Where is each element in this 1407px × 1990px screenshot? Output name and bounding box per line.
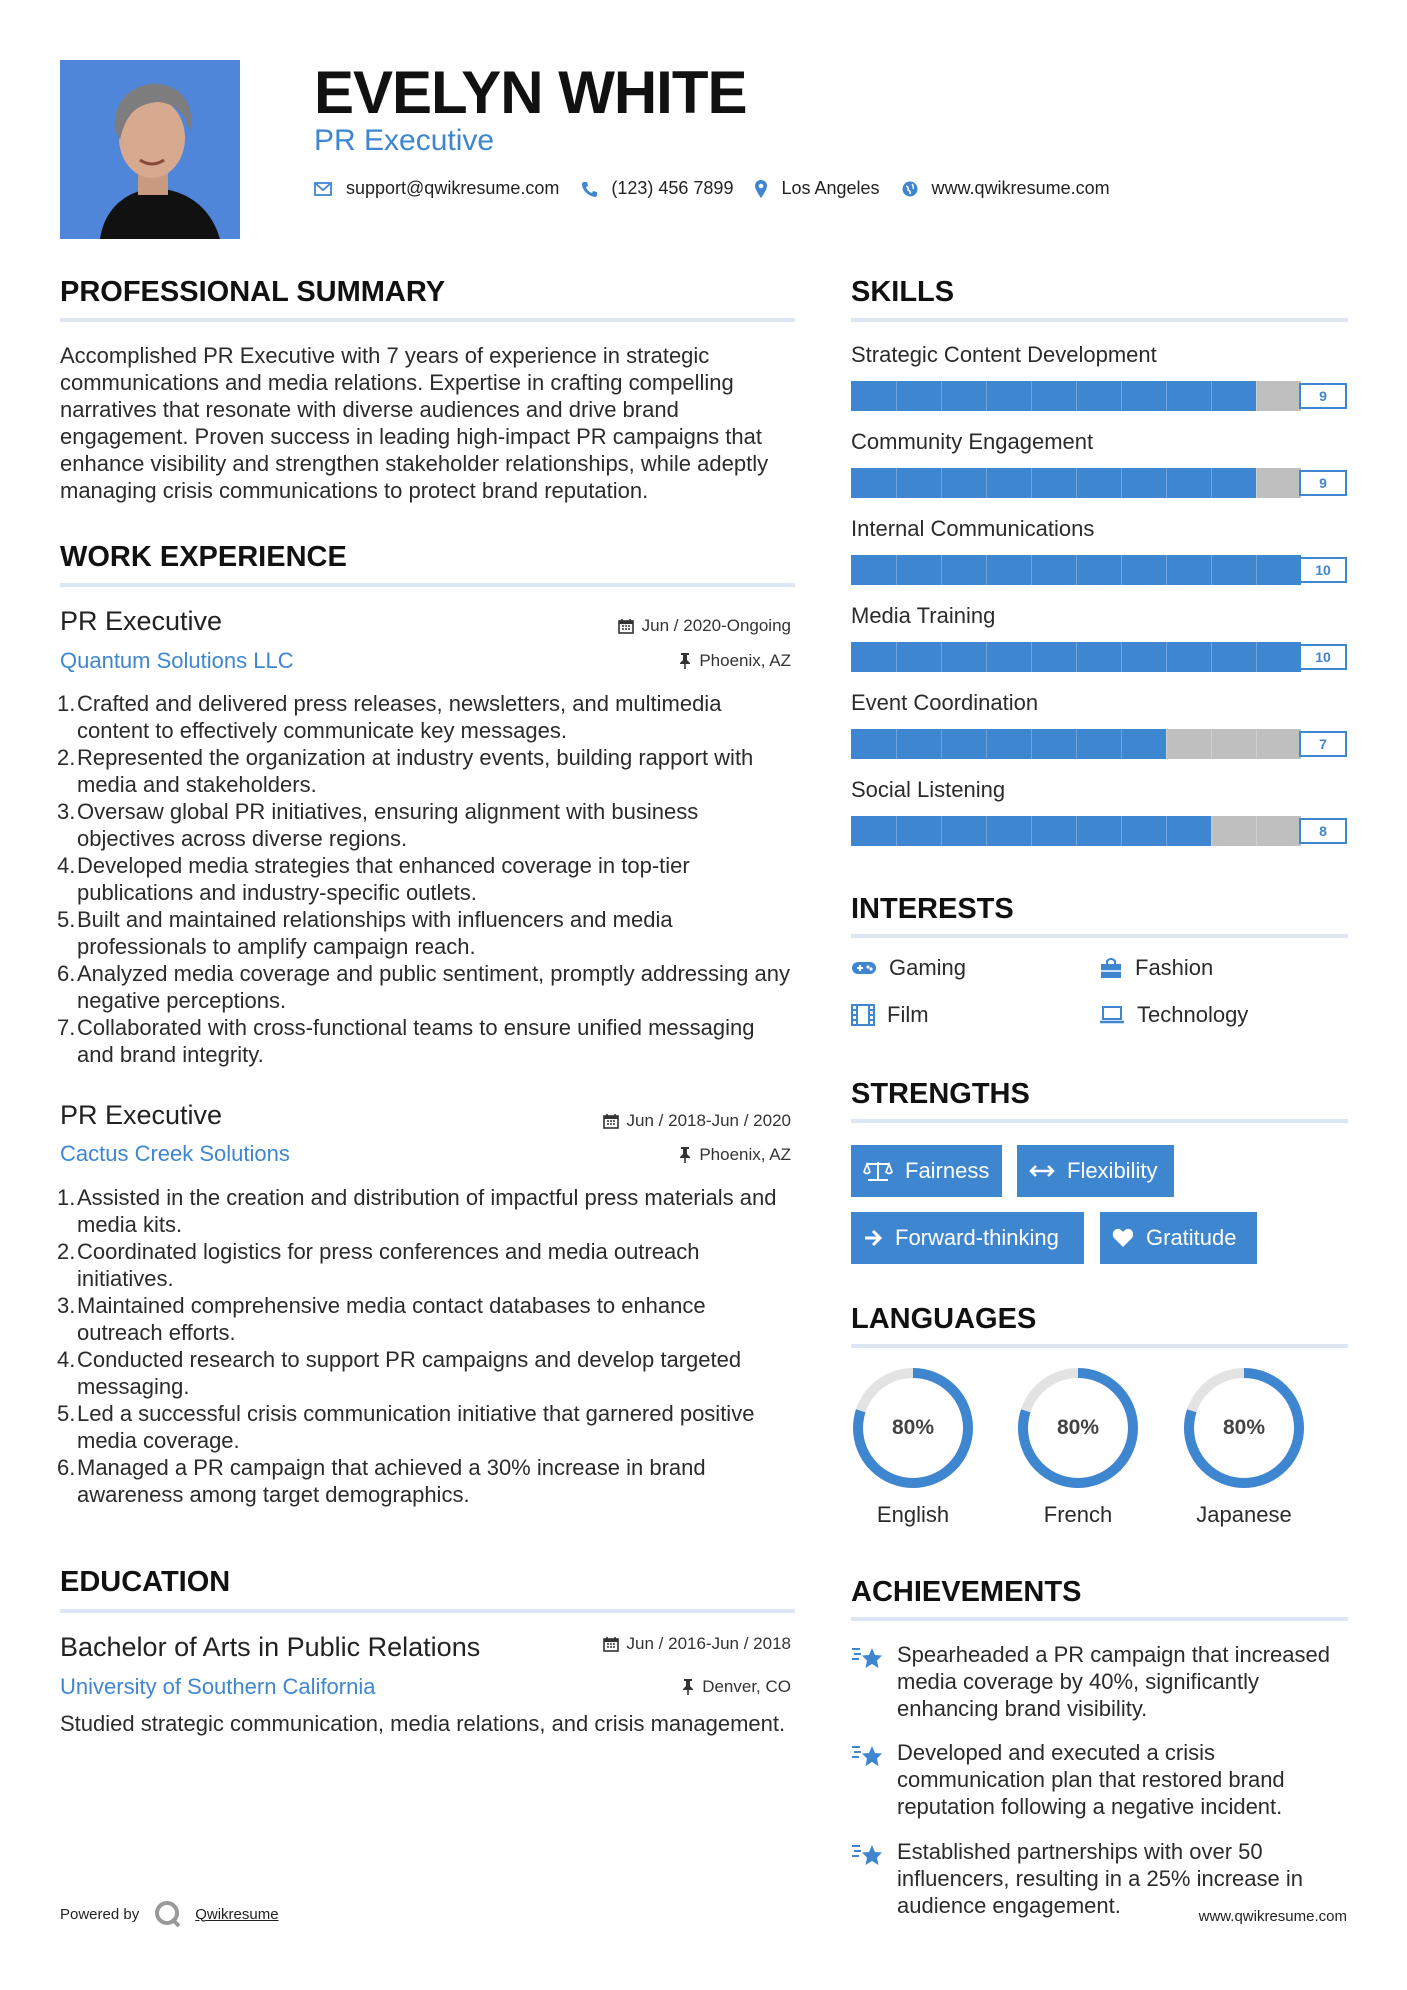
education-description: Studied strategic communication, media relations, and crisis management. (60, 1711, 786, 1736)
strength-tag-gratitude: Gratitude (1100, 1212, 1257, 1264)
phone-icon (581, 181, 597, 197)
arrows-horizontal-icon (1029, 1164, 1055, 1178)
language-name: English (876, 1502, 950, 1527)
footer-url[interactable]: www.qwikresume.com (1198, 1908, 1347, 1925)
skill-bar-segment (1211, 816, 1256, 846)
job-location (679, 651, 791, 671)
strength-tag-fairness: Fairness (851, 1145, 1002, 1197)
skill-name: Community Engagement (851, 429, 1094, 454)
skill-bar-segment (941, 381, 986, 411)
job-title: PR Executive (60, 1100, 223, 1130)
skill-bar-segment (896, 381, 941, 411)
job-dates (618, 616, 791, 636)
interests-divider (851, 934, 1348, 938)
qwikresume-link[interactable]: Qwikresume (195, 1905, 279, 1923)
job-company: Cactus Creek Solutions (60, 1141, 290, 1166)
skill-bar-segment (941, 555, 986, 585)
language-name: Japanese (1196, 1502, 1292, 1527)
job-location-text: Phoenix, AZ (699, 1145, 791, 1164)
pushpin-icon (679, 653, 691, 669)
skill-bar-segment (1121, 555, 1166, 585)
skill-bar-segment (1211, 555, 1256, 585)
contact-location (755, 178, 879, 199)
language-ring (1182, 1366, 1306, 1490)
experience-divider (60, 583, 795, 587)
skill-name: Event Coordination (851, 690, 1039, 715)
footer-powered-by: Powered by Qwikresume (60, 1900, 279, 1928)
interest-gaming: Gaming (851, 955, 966, 981)
skill-bar-segment (1256, 555, 1301, 585)
skill-bar (851, 642, 1348, 672)
language-percent: 80% (891, 1416, 935, 1439)
profile-photo (60, 60, 240, 239)
pushpin-icon (679, 1147, 691, 1163)
skill-bar-segment (1121, 816, 1166, 846)
skill-bar-segment (851, 468, 896, 498)
skill-bar-segment (1031, 555, 1076, 585)
language-name: French (1043, 1502, 1113, 1527)
job-title: PR Executive (60, 606, 223, 636)
envelope-icon (314, 182, 332, 196)
list-item: 7. Collaborated with cross-functional teams to ensure unified messaging and brand integrity. (57, 1015, 755, 1067)
job-responsibilities (57, 1184, 797, 1508)
list-item: 2. Represented the organization at industry events, building rapport with media and stakeholders. (57, 745, 754, 797)
skill-bar-segment (1076, 555, 1121, 585)
skill-bar-segment (986, 816, 1031, 846)
list-item: 3. Maintained comprehensive media contact databases to enhance outreach efforts. (57, 1293, 706, 1345)
skill-bar-segment (1031, 729, 1076, 759)
skill-name: Strategic Content Development (851, 342, 1157, 367)
qwikresume-logo-icon (153, 1900, 183, 1928)
summary-heading: PROFESSIONAL SUMMARY (60, 276, 446, 308)
skill-bar-segment (941, 642, 986, 672)
skill-name: Media Training (851, 603, 996, 628)
skill-bar (851, 468, 1348, 498)
contact-phone[interactable] (581, 178, 733, 199)
job-dates (603, 1111, 791, 1131)
skill-bar-segment (1076, 642, 1121, 672)
language-ring (851, 1366, 975, 1490)
language-ring (1016, 1366, 1140, 1490)
skill-score: 8 (1299, 818, 1347, 844)
skill-bar-segment (896, 555, 941, 585)
skills-divider (851, 318, 1348, 322)
skill-bar-segment (1121, 468, 1166, 498)
summary-text: Accomplished PR Executive with 7 years of experience in strategic communications and media relations. Expertise in crafting compelling narratives that resonate with diverse audiences and drive brand engagement. Proven success in leading high-impact PR campaigns that enhance visibility and strengthen stakeholder relationships, while adeptly managing crisis communications to protect brand reputation. (60, 343, 769, 503)
skill-bar (851, 816, 1348, 846)
skill-bar (851, 381, 1348, 411)
skill-bar-segment (1121, 729, 1166, 759)
education-dates (603, 1634, 791, 1654)
skills-heading: SKILLS (851, 276, 955, 308)
skill-bar-segment (986, 642, 1031, 672)
achievements-divider (851, 1617, 1348, 1621)
skill-bar-segment (896, 816, 941, 846)
skill-bar-segment (1211, 729, 1256, 759)
job-location-text: Phoenix, AZ (699, 651, 791, 670)
shooting-star-icon (851, 1643, 885, 1671)
calendar-icon (603, 1113, 619, 1129)
skill-bar-segment (1211, 381, 1256, 411)
languages-heading: LANGUAGES (851, 1303, 1037, 1335)
pushpin-icon (682, 1679, 694, 1695)
skill-bar-segment (1256, 468, 1301, 498)
shopping-bag-icon (1099, 957, 1123, 979)
education-divider (60, 1609, 795, 1613)
achievement-item: Spearheaded a PR campaign that increased media coverage by 40%, significantly enhancing brand visibility. (851, 1641, 1331, 1722)
summary-divider (60, 318, 795, 322)
skill-bar-segment (1076, 729, 1121, 759)
skill-bar-segment (1031, 468, 1076, 498)
contact-website[interactable] (902, 178, 1110, 199)
strength-tag-forward-thinking: Forward-thinking (851, 1212, 1084, 1264)
list-item: 4. Developed media strategies that enhanced coverage in top-tier publications and industry-specific outlets. (57, 853, 690, 905)
gamepad-icon (851, 960, 877, 976)
skill-bar-segment (986, 381, 1031, 411)
email-text: support@qwikresume.com (346, 178, 560, 198)
skill-bar-segment (1211, 468, 1256, 498)
interest-technology: Technology (1099, 1002, 1248, 1028)
portrait-image (60, 60, 240, 239)
skill-bar-segment (986, 729, 1031, 759)
skill-bar-segment (851, 729, 896, 759)
skill-bar (851, 555, 1348, 585)
list-item: 1. Crafted and delivered press releases, newsletters, and multimedia content to effectively communicate key messages. (57, 691, 722, 743)
skill-bar-segment (986, 555, 1031, 585)
shooting-star-icon (851, 1741, 885, 1769)
candidate-role: PR Executive (314, 124, 495, 157)
job-location (679, 1145, 791, 1165)
skill-score: 9 (1299, 383, 1347, 409)
languages-divider (851, 1344, 1348, 1348)
list-item: 1. Assisted in the creation and distribution of impactful press materials and media kits. (57, 1185, 777, 1237)
list-item: 6. Analyzed media coverage and public sentiment, promptly addressing any negative perceptions. (57, 961, 790, 1013)
strengths-divider (851, 1119, 1348, 1123)
skill-bar-segment (941, 729, 986, 759)
strengths-heading: STRENGTHS (851, 1078, 1030, 1110)
skill-bar-segment (1166, 468, 1211, 498)
interest-film: Film (851, 1002, 929, 1028)
language-percent: 80% (1222, 1416, 1266, 1439)
education-heading: EDUCATION (60, 1566, 231, 1598)
list-item: 4. Conducted research to support PR campaigns and develop targeted messaging. (57, 1347, 742, 1399)
job-responsibilities (57, 690, 797, 1068)
film-icon (851, 1004, 875, 1026)
calendar-icon (603, 1636, 619, 1652)
job-company: Quantum Solutions LLC (60, 648, 294, 673)
interest-fashion: Fashion (1099, 955, 1213, 981)
skill-bar-segment (896, 642, 941, 672)
job-dates-text: Jun / 2018-Jun / 2020 (626, 1111, 791, 1130)
skill-bar-segment (1121, 381, 1166, 411)
skill-bar-segment (1076, 381, 1121, 411)
achievement-item: Developed and executed a crisis communication plan that restored brand reputation following a negative incident. (851, 1739, 1331, 1820)
skill-bar-segment (1031, 642, 1076, 672)
school-name: University of Southern California (60, 1674, 376, 1699)
language-percent: 80% (1056, 1416, 1100, 1439)
skill-bar-segment (941, 816, 986, 846)
skill-bar-segment (941, 468, 986, 498)
list-item: 5. Led a successful crisis communication initiative that garnered positive media coverage. (57, 1401, 755, 1453)
balance-scale-icon (863, 1160, 893, 1182)
strength-tag-flexibility: Flexibility (1017, 1145, 1174, 1197)
list-item: 6. Managed a PR campaign that achieved a 30% increase in brand awareness among target demographics. (57, 1455, 706, 1507)
skill-name: Social Listening (851, 777, 1006, 802)
globe-icon (902, 181, 918, 197)
education-dates-text: Jun / 2016-Jun / 2018 (626, 1634, 791, 1653)
experience-heading: WORK EXPERIENCE (60, 541, 347, 573)
skill-bar-segment (1166, 816, 1211, 846)
list-item: 5. Built and maintained relationships with influencers and media professionals to amplify campaign reach. (57, 907, 673, 959)
skill-bar (851, 729, 1348, 759)
interests-heading: INTERESTS (851, 893, 1014, 925)
skill-bar-segment (896, 729, 941, 759)
skill-bar-segment (1076, 816, 1121, 846)
skill-score: 10 (1299, 557, 1347, 583)
list-item: 2. Coordinated logistics for press conferences and media outreach initiatives. (57, 1239, 700, 1291)
skill-score: 7 (1299, 731, 1347, 757)
skill-bar-segment (1166, 729, 1211, 759)
skill-bar-segment (1031, 381, 1076, 411)
candidate-name: EVELYN WHITE (314, 59, 747, 126)
skill-bar-segment (986, 468, 1031, 498)
location-text: Los Angeles (781, 178, 880, 198)
achievement-item: Established partnerships with over 50 influencers, resulting in a 25% increase in audience engagement. (851, 1838, 1331, 1919)
achievements-heading: ACHIEVEMENTS (851, 1576, 1082, 1608)
job-dates-text: Jun / 2020-Ongoing (641, 616, 791, 635)
phone-text: (123) 456 7899 (611, 178, 734, 198)
education-location (682, 1677, 791, 1697)
skill-bar-segment (1076, 468, 1121, 498)
skill-bar-segment (1256, 642, 1301, 672)
skill-score: 9 (1299, 470, 1347, 496)
skill-bar-segment (1166, 555, 1211, 585)
heart-icon (1112, 1228, 1134, 1248)
calendar-icon (618, 618, 634, 634)
website-text: www.qwikresume.com (931, 178, 1110, 198)
contact-bar (314, 178, 1132, 199)
skill-bar-segment (1121, 642, 1166, 672)
degree-title: Bachelor of Arts in Public Relations (60, 1632, 481, 1662)
skill-bar-segment (1256, 729, 1301, 759)
skill-score: 10 (1299, 644, 1347, 670)
arrow-right-icon (863, 1229, 883, 1247)
skill-name: Internal Communications (851, 516, 1095, 541)
contact-email[interactable] (314, 178, 559, 199)
skill-bar-segment (1256, 816, 1301, 846)
shooting-star-icon (851, 1840, 885, 1868)
skill-bar-segment (851, 555, 896, 585)
skill-bar-segment (1166, 642, 1211, 672)
skill-bar-segment (851, 816, 896, 846)
skill-bar-segment (1166, 381, 1211, 411)
list-item: 3. Oversaw global PR initiatives, ensuring alignment with business objectives across diverse regions. (57, 799, 699, 851)
map-pin-icon (755, 180, 767, 198)
laptop-icon (1099, 1006, 1125, 1024)
skill-bar-segment (1211, 642, 1256, 672)
skill-bar-segment (896, 468, 941, 498)
skill-bar-segment (1031, 816, 1076, 846)
education-location-text: Denver, CO (702, 1677, 791, 1696)
skill-bar-segment (1256, 381, 1301, 411)
skill-bar-segment (851, 642, 896, 672)
skill-bar-segment (851, 381, 896, 411)
